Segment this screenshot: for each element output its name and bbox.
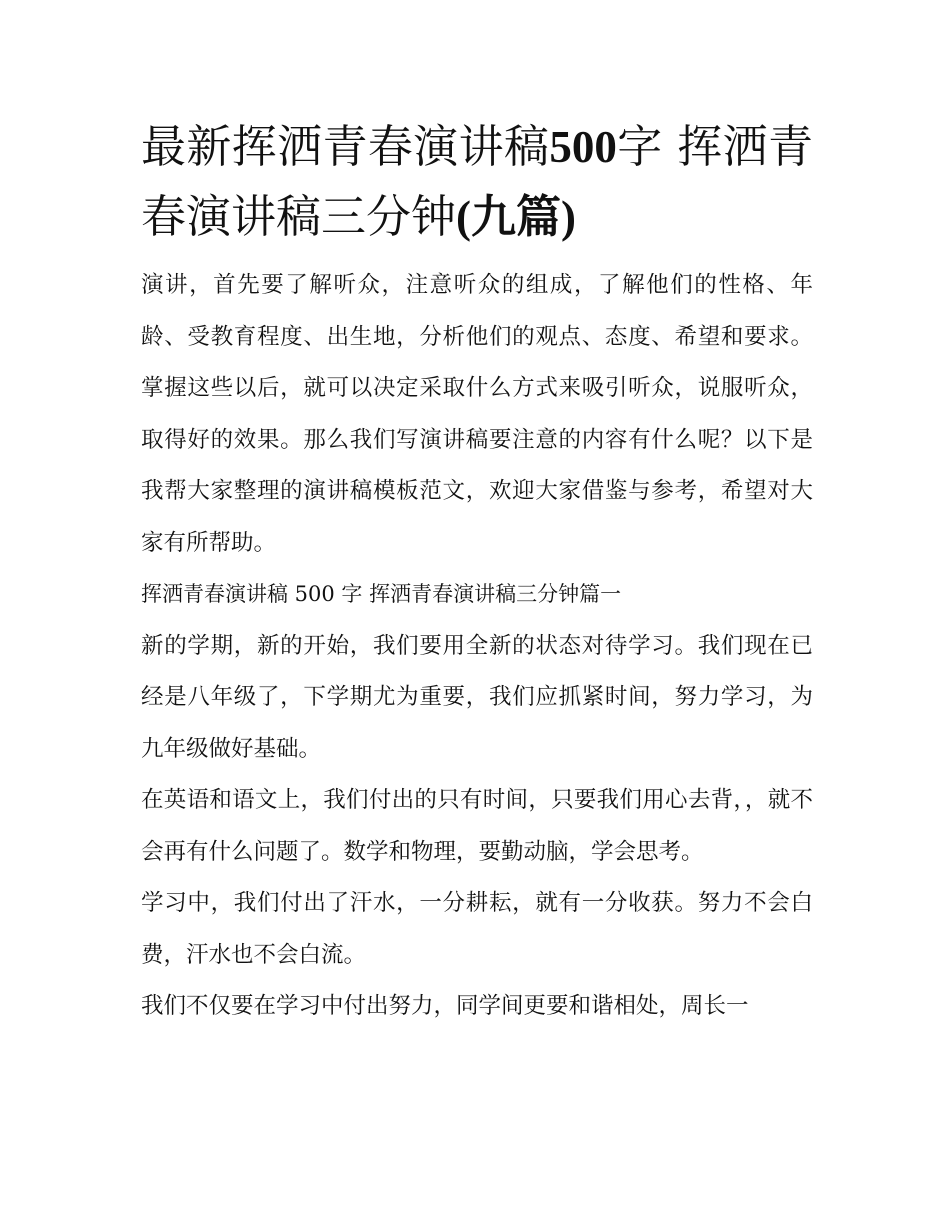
title-text-part3: (九篇) — [456, 192, 576, 242]
body-paragraph: 在英语和语文上，我们付出的只有时间，只要我们用心去背，，就不会再有什么问题了。数学和物理，要勤动脑，学会思考。 — [141, 787, 813, 865]
document-title — [141, 112, 813, 252]
intro-paragraph: 演讲，首先要了解听众，注意听众的组成，了解他们的性格、年龄、受教育程度、出生地，分析他们的观点、态度、希望和要求。掌握这些以后，就可以决定采取什么方式来吸引听众，说服听众，取得好的效果。那么我们写演讲稿要注意的内容有什么呢？以下是我帮大家整理的演讲稿模板范文，欢迎大家借鉴与参考，希望对大家有所帮助。 — [141, 272, 813, 556]
section-heading: 挥洒青春演讲稿 500 字 挥洒青春演讲稿三分钟篇一 — [141, 582, 622, 606]
title-text-part2: 字 挥洒青春演讲稿三分钟 — [141, 120, 813, 243]
body-paragraph: 我们不仅要在学习中付出努力，同学间更要和谐相处，周长一 — [141, 993, 749, 1019]
body-paragraph: 学习中，我们付出了汗水，一分耕耘，就有一分收获。努力不会白费，汗水也不会白流。 — [141, 890, 813, 968]
body-paragraph: 新的学期，新的开始，我们要用全新的状态对待学习。我们现在已经是八年级了，下学期尤为重要，我们应抓紧时间，努力学习，为九年级做好基础。 — [141, 632, 813, 762]
title-number: 500 — [549, 122, 617, 172]
title-text-part1: 最新挥洒青春演讲稿 — [141, 120, 550, 173]
document-body — [141, 112, 813, 1033]
